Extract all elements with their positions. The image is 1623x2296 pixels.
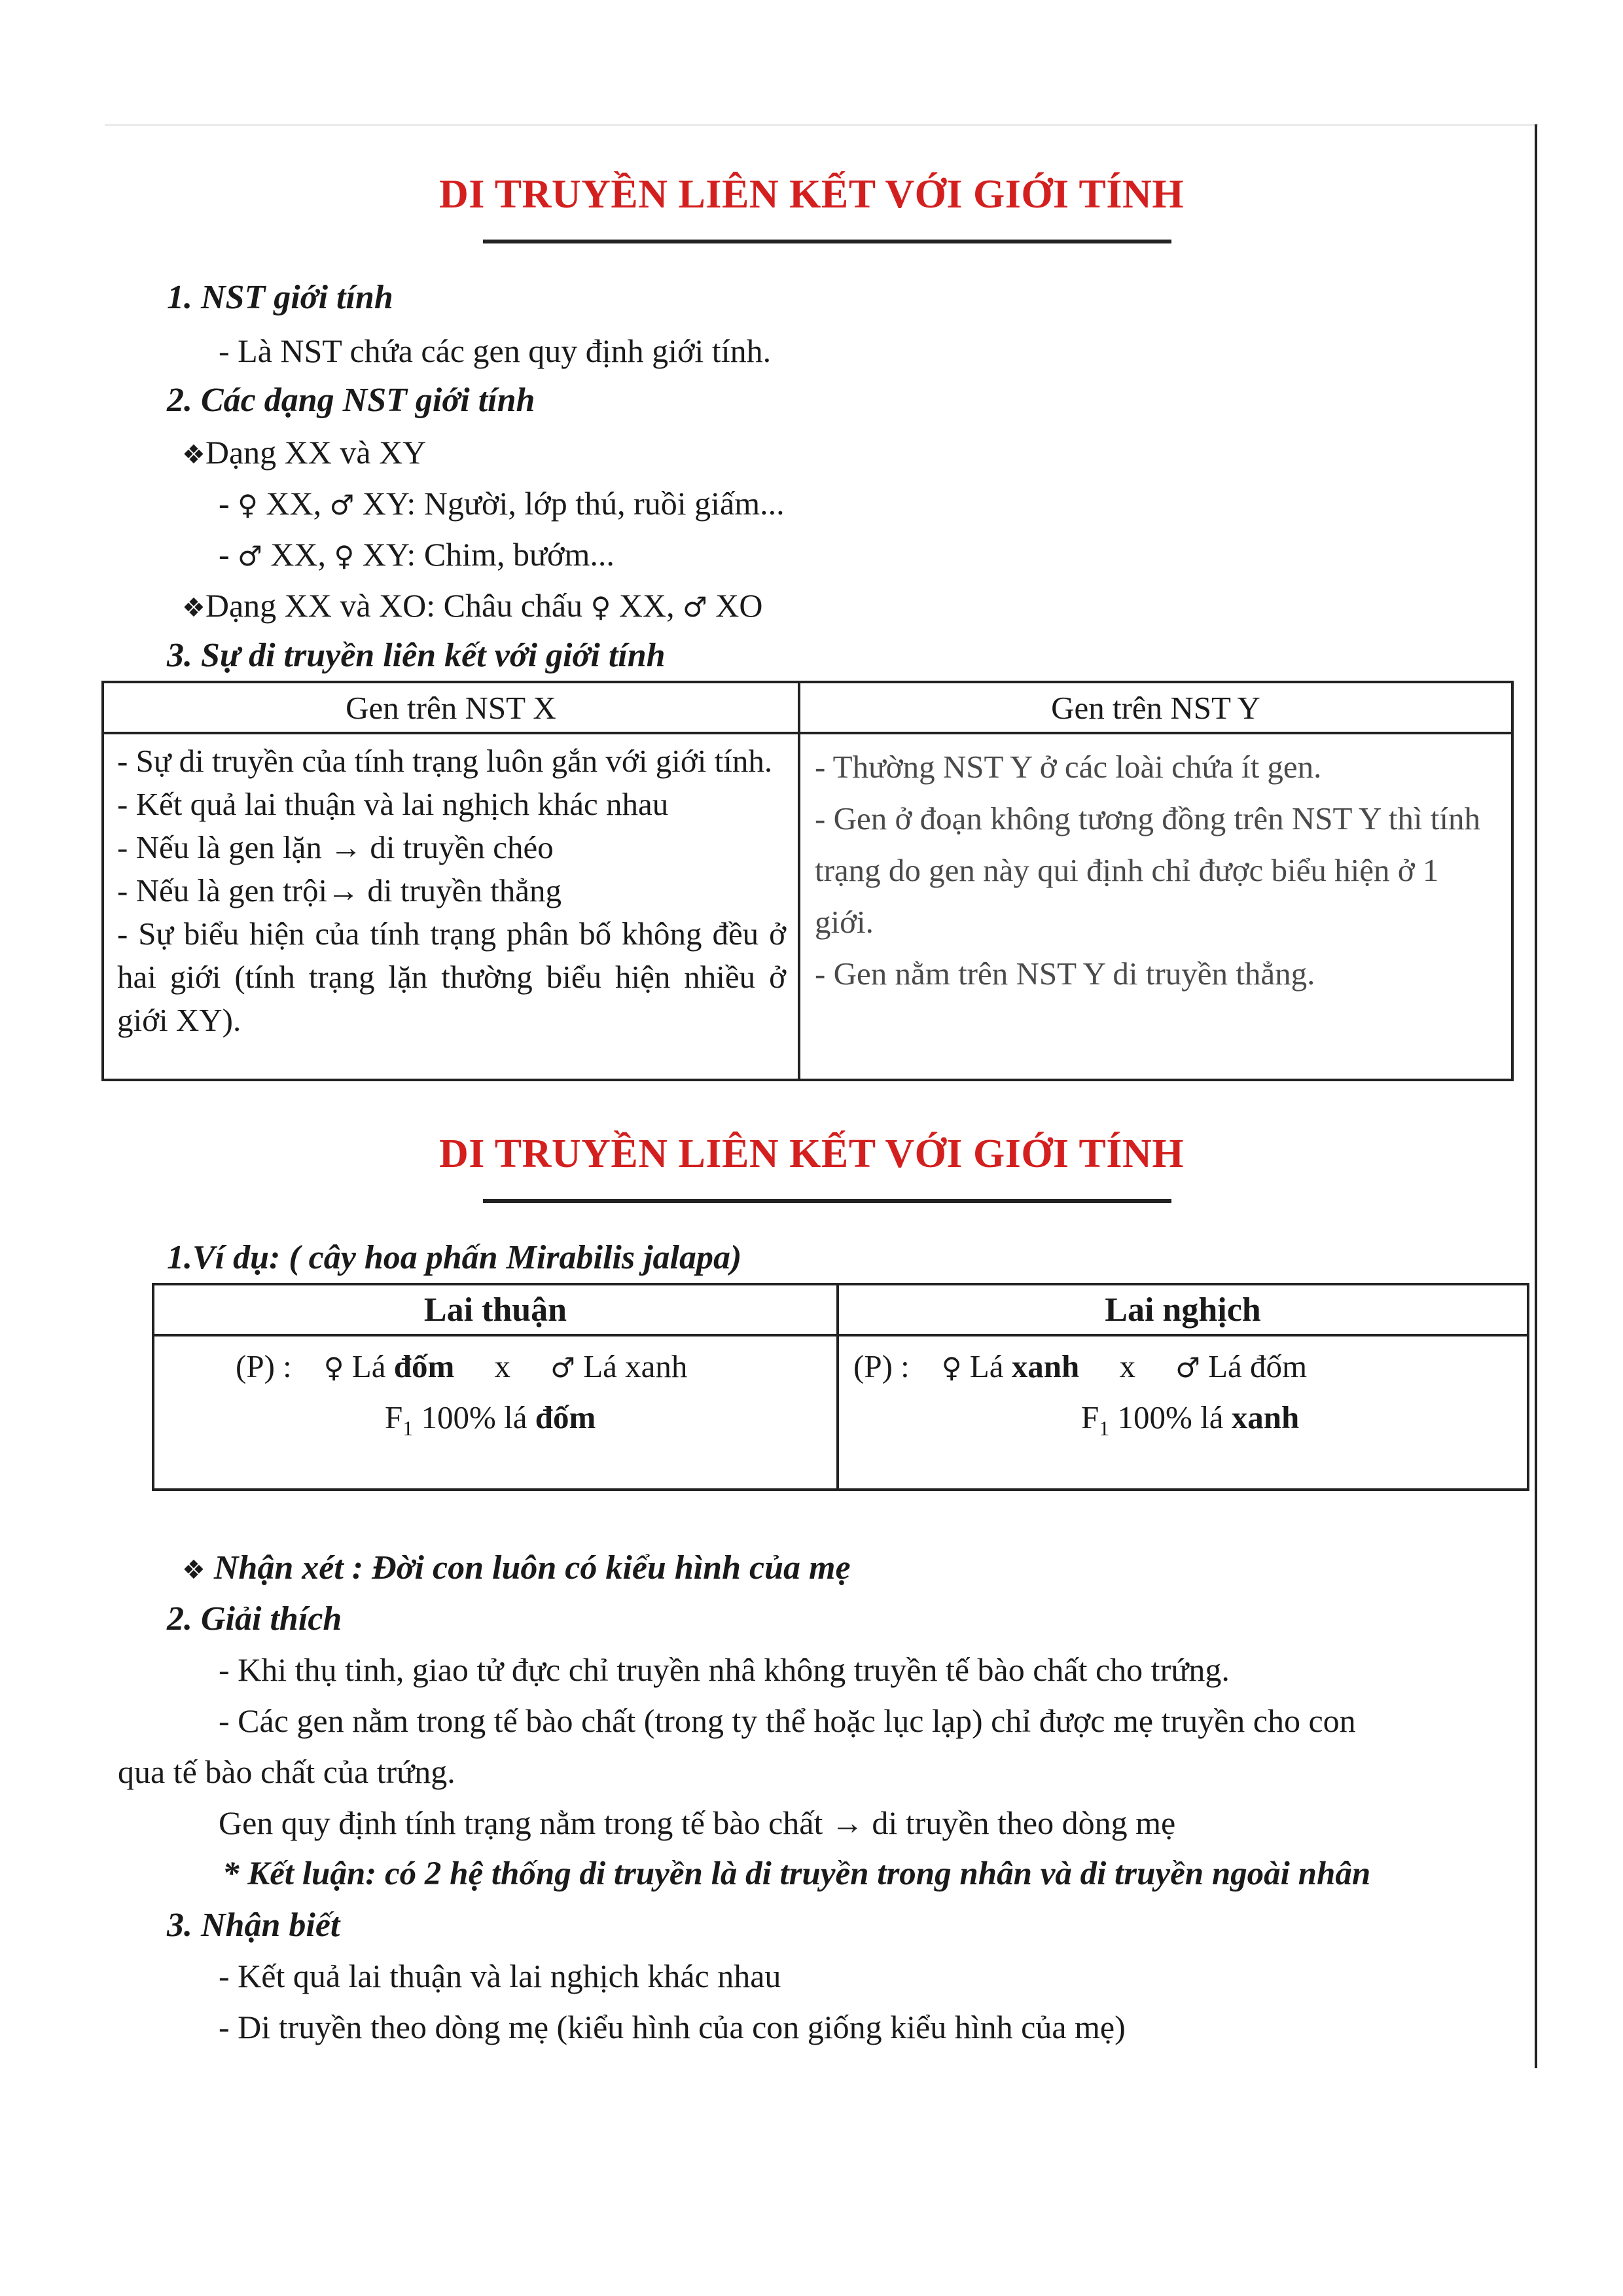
x-item: - Kết quả lai thuận và lai nghịch khác nhau xyxy=(117,786,669,822)
x-item: - Sự biểu hiện của tính trạng phân bố không đều ở hai giới (tính trạng lặn thường biểu hiện nhiều ở giới XY). xyxy=(117,916,786,1038)
recognition-line-1: - Kết quả lai thuận và lai nghịch khác nhau xyxy=(219,1958,781,1994)
lai-thuan-parents: (P) : ♀ Lá đốm x ♂ Lá xanh xyxy=(236,1348,688,1384)
section1-heading-3: 3. Sự di truyền liên kết với giới tính xyxy=(167,637,666,674)
explanation-line-2: - Các gen nằm trong tế bào chất (trong ty thể hoặc lục lạp) chỉ được mẹ truyền cho con xyxy=(219,1702,1356,1739)
section2-heading-2: 2. Giải thích xyxy=(167,1600,342,1638)
male-symbol-icon: ♂ xyxy=(683,591,707,623)
x-item: - Nếu là gen trội→ di truyền thẳng xyxy=(117,872,562,908)
section2-title: DI TRUYỀN LIÊN KẾT VỚI GIỚI TÍNH xyxy=(438,1132,1185,1176)
x-item: - Sự di truyền của tính trạng luôn gắn với giới tính. xyxy=(117,743,773,779)
bullet-xx-xo: ❖Dạng XX và XO: Châu chấu ♀ XX, ♂ XO xyxy=(182,587,763,624)
male-symbol-icon: ♂ xyxy=(238,540,262,572)
female-symbol-icon: ♀ xyxy=(238,489,258,521)
female-symbol-icon: ♀ xyxy=(334,540,355,572)
line-male-xx: - ♂ XX, ♀ XY: Chim, bướm... xyxy=(219,536,615,573)
conclusion: * Kết luận: có 2 hệ thống di truyền là di truyền trong nhân và di truyền ngoài nhân xyxy=(223,1856,1371,1892)
section1-heading-2: 2. Các dạng NST giới tính xyxy=(167,382,535,419)
diamond-bullet-icon: ❖ xyxy=(182,593,205,623)
y-item: - Gen nằm trên NST Y di truyền thẳng. xyxy=(815,956,1315,992)
y-gen-cell xyxy=(799,733,1512,1080)
right-margin-line xyxy=(1535,124,1537,2068)
reciprocal-cross-table xyxy=(152,1283,1529,1491)
y-item: - Thường NST Y ở các loài chứa ít gen. xyxy=(815,749,1322,785)
y-item: - Gen ở đoạn không tương đồng trên NST Y thì tính trạng do gen này qui định chỉ được biểu hiện ở 1 giới. xyxy=(815,800,1481,940)
lai-thuan-offspring: $F_1$ 100% lá đốm xyxy=(385,1399,596,1440)
section2-heading-3: 3. Nhận biết xyxy=(167,1907,340,1944)
line-female-xx: - ♀ XX, ♂ XY: Người, lớp thú, ruồi giấm... xyxy=(219,485,785,522)
lai-thuan-cell xyxy=(153,1335,838,1490)
female-symbol-icon: ♀ xyxy=(590,591,611,623)
recognition-line-2: - Di truyền theo dòng mẹ (kiểu hình của con giống kiểu hình của mẹ) xyxy=(219,2009,1126,2045)
male-symbol-icon: ♂ xyxy=(550,1352,575,1384)
table-header-lai-nghich: Lai nghịch xyxy=(838,1284,1528,1335)
sex-linked-genes-table xyxy=(101,681,1514,1081)
table-header-y: Gen trên NST Y xyxy=(799,682,1512,733)
section2-heading-1: 1.Ví dụ: ( cây hoa phấn Mirabilis jalapa) xyxy=(167,1239,742,1276)
male-symbol-icon: ♂ xyxy=(1175,1352,1200,1384)
lai-nghich-offspring: $F_1$ 100% lá xanh xyxy=(1081,1399,1300,1440)
male-symbol-icon: ♂ xyxy=(329,489,355,521)
bullet-xx-xy: ❖Dạng XX và XY xyxy=(182,434,427,471)
x-item: - Nếu là gen lặn → di truyền chéo xyxy=(117,829,554,865)
section1-title-underline xyxy=(483,240,1171,243)
lai-nghich-parents: (P) : ♀ Lá xanh x ♂ Lá đốm xyxy=(853,1348,1308,1384)
table-header-lai-thuan: Lai thuận xyxy=(153,1284,838,1335)
lai-nghich-cell xyxy=(838,1335,1528,1490)
explanation-line-2-cont: qua tế bào chất của trứng. xyxy=(118,1753,455,1790)
table-header-x: Gen trên NST X xyxy=(103,682,799,733)
section1-title: DI TRUYỀN LIÊN KẾT VỚI GIỚI TÍNH xyxy=(438,172,1185,217)
x-gen-cell xyxy=(103,733,799,1080)
diamond-bullet-icon: ❖ xyxy=(182,1555,205,1585)
section1-heading-1: 1. NST giới tính xyxy=(167,279,393,316)
diamond-bullet-icon: ❖ xyxy=(182,440,205,470)
top-border-line xyxy=(105,124,1538,126)
explanation-line-3: Gen quy định tính trạng nằm trong tế bào chất → di truyền theo dòng mẹ xyxy=(219,1804,1176,1841)
female-symbol-icon: ♀ xyxy=(323,1352,344,1384)
section1-definition: - Là NST chứa các gen quy định giới tính. xyxy=(219,332,772,369)
female-symbol-icon: ♀ xyxy=(941,1352,962,1384)
nhan-xet: ❖ Nhận xét : Đời con luôn có kiểu hình của mẹ xyxy=(182,1549,851,1587)
section2-title-underline xyxy=(483,1199,1171,1203)
explanation-line-1: - Khi thụ tinh, giao tử đực chỉ truyền nhâ không truyền tế bào chất cho trứng. xyxy=(219,1651,1230,1688)
